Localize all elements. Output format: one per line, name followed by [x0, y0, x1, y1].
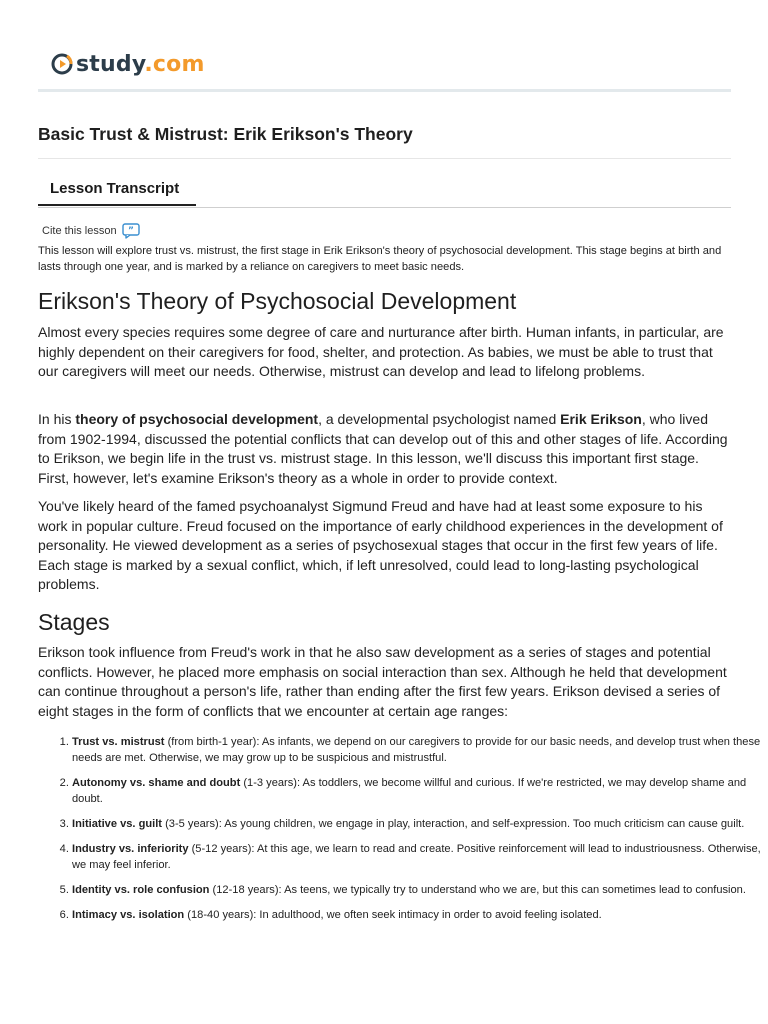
page-title: Basic Trust & Mistrust: Erik Erikson's Theory	[38, 124, 413, 144]
svg-text:”: ”	[127, 226, 134, 236]
list-item-stage: 5. Identity vs. role confusion (12-18 years): As teens, we typically try to understand who we are, but this can sometimes lead to confusion.	[72, 882, 765, 898]
title-divider	[38, 158, 731, 159]
paragraph-care-nurturance: Almost every species requires some degree of care and nurturance after birth. Human infants, in particular, are highly dependent on their caregivers for food, shelter, and protection. As babies, we must be able to trust that our caregivers will meet our needs. Otherwise, mistrust can develop and lead to lifelong problems.	[38, 324, 724, 380]
cite-lesson-link[interactable]	[42, 223, 140, 239]
header-divider	[38, 89, 731, 92]
tab-lesson-transcript[interactable]: Lesson Transcript	[38, 173, 196, 206]
list-item-stage: 3. Initiative vs. guilt (3-5 years): As young children, we engage in play, interaction, and self-expression. Too much criticism can cause guilt.	[72, 816, 765, 832]
logo-text: study.com	[76, 51, 205, 77]
stages-list	[38, 734, 765, 932]
list-item-stage: 2. Autonomy vs. shame and doubt (1-3 years): As toddlers, we become willful and curious. If we're restricted, we may develop shame and doubt.	[72, 775, 765, 807]
list-item-stage: 6. Intimacy vs. isolation (18-40 years): In adulthood, we often seek intimacy in order to avoid feeling isolated.	[72, 907, 765, 923]
list-item-stage: 1. Trust vs. mistrust (from birth-1 year): As infants, we depend on our caregivers to provide for our basic needs, and develop trust when these needs are met. Otherwise, we may grow up to be suspicious and mistrustful.	[72, 734, 765, 766]
quote-bubble-icon	[122, 223, 140, 239]
section-heading-stages: Stages	[38, 609, 110, 635]
cite-label: Cite this lesson	[42, 225, 117, 237]
section-heading-psychosocial: Erikson's Theory of Psychosocial Development	[38, 288, 517, 314]
paragraph-stages-intro: Erikson took influence from Freud's work in that he also saw development as a series of stages and potential conflicts. However, he placed more emphasis on social interaction than sex. Although he held that development can continue throughout a person's life, rather than ending after the first few years. Erikson devised a series of eight stages in the form of conflicts that we encounter at certain age ranges:	[38, 644, 727, 719]
tab-bar	[38, 173, 731, 208]
lesson-intro: This lesson will explore trust vs. mistrust, the first stage in Erik Erikson's theory of psychosocial development. This stage begins at birth and lasts through one year, and is marked by a reliance on caregivers to meet basic needs.	[38, 245, 722, 273]
paragraph-freud: You've likely heard of the famed psychoanalyst Sigmund Freud and have had at least some exposure to his work in popular culture. Freud focused on the importance of early childhood experiences in the development of personality. He viewed development as a series of psychosexual stages that occur in the first few years of life. Each stage is marked by a sexual conflict, which, if left unresolved, could lead to long-lasting psychological problems.	[38, 498, 723, 593]
list-item-stage: 4. Industry vs. inferiority (5-12 years): At this age, we learn to read and create. Positive reinforcement will lead to industriousness. Otherwise, we may feel inferior.	[72, 841, 765, 873]
play-logo-icon	[51, 53, 73, 75]
term-erik-erikson: Erik Erikson	[560, 411, 642, 427]
paragraph-erikson-intro: In his theory of psychosocial development, a developmental psychologist named Erik Erikson, who lived from 1902-1994, discussed the potential conflicts that can develop out of this and other stages of life. According to Erikson, we begin life in the trust vs. mistrust stage. In this lesson, we'll discuss this important first stage. First, however, let's examine Erikson's theory as a whole in order to provide context.	[38, 411, 728, 486]
term-psychosocial-development: theory of psychosocial development	[75, 411, 319, 427]
study-logo[interactable]	[51, 49, 205, 79]
